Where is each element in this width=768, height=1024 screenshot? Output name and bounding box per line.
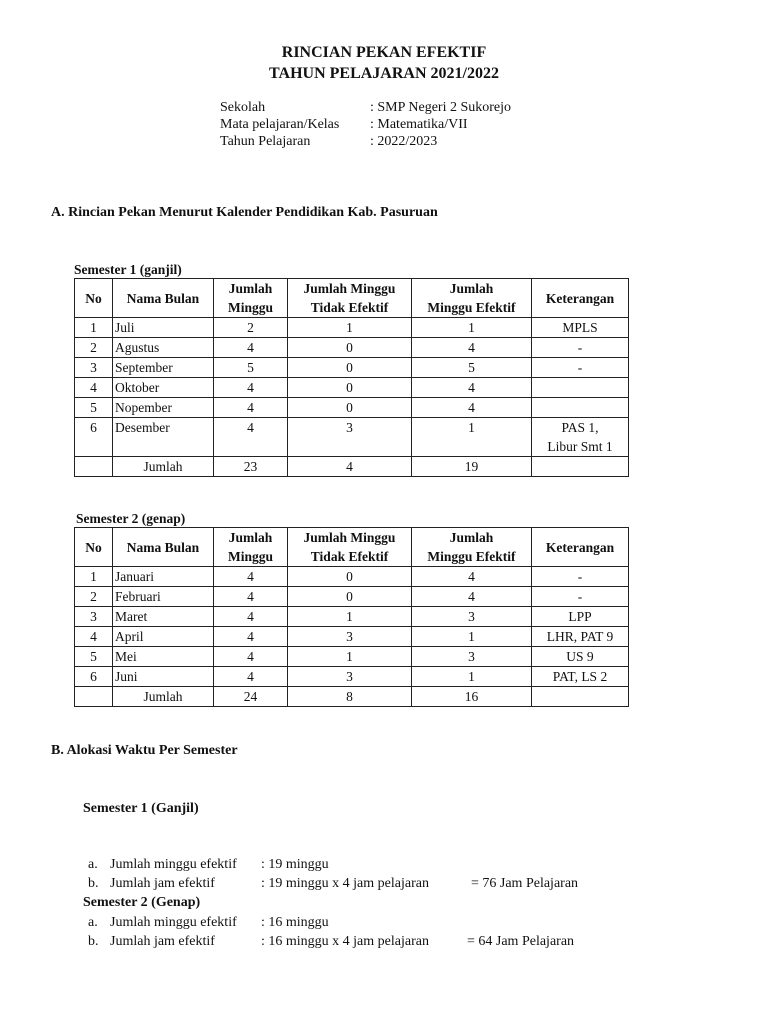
cell-jumlah: 4 [214,338,288,358]
meta-value: : SMP Negeri 2 Sukorejo [370,100,512,115]
cell-no: 1 [75,567,113,587]
cell-jumlah: 4 [214,587,288,607]
cell-efektif: 3 [412,607,532,627]
cell-efektif: 5 [412,358,532,378]
cell-jumlah: 4 [214,378,288,398]
alloc-value: : 16 minggu x 4 jam pelajaran [261,934,429,949]
document-title-line1: RINCIAN PEKAN EFEKTIF [281,44,487,61]
alloc-value: : 16 minggu [261,915,329,930]
cell-efektif: 4 [412,567,532,587]
cell-ket: - [532,587,629,607]
alloc-label: Jumlah minggu efektif [110,857,237,872]
cell-efektif: 1 [412,318,532,338]
cell-total-efektif: 19 [412,457,532,477]
ganjil-item-b [0,876,768,894]
list-marker: a. [88,857,98,872]
meta-label: Tahun Pelajaran [220,134,311,149]
list-marker: b. [88,876,99,891]
col-tidak-efektif [288,279,412,318]
cell-no: 4 [75,378,113,398]
cell-bulan: Februari [113,587,214,607]
table-row [75,567,629,587]
cell-no: 5 [75,398,113,418]
col-efektif [412,279,532,318]
col-label: Tidak Efektif [310,549,389,564]
cell-tidak: 3 [288,418,412,457]
cell-empty [532,457,629,477]
cell-tidak: 0 [288,358,412,378]
cell-total-efektif: 16 [412,687,532,707]
cell-ket [532,398,629,418]
table-row [75,418,629,457]
alloc-result: = 76 Jam Pelajaran [471,876,579,891]
table-header-row [75,279,629,318]
cell-efektif: 4 [412,398,532,418]
table-row [75,318,629,338]
cell-tidak: 1 [288,647,412,667]
document-title-line2: TAHUN PELAJARAN 2021/2022 [269,65,499,82]
col-nama-bulan: Nama Bulan [113,528,214,567]
col-label: Minggu Efektif [427,549,516,564]
cell-ket [532,418,629,457]
cell-total-label: Jumlah [113,687,214,707]
col-label: Jumlah [449,530,494,545]
cell-efektif: 1 [412,627,532,647]
cell-ket: - [532,567,629,587]
cell-jumlah: 4 [214,567,288,587]
cell-jumlah: 4 [214,418,288,457]
cell-bulan: Agustus [113,338,214,358]
cell-no: 4 [75,627,113,647]
cell-total-tidak: 8 [288,687,412,707]
list-marker: a. [88,915,98,930]
col-no: No [75,279,113,318]
col-keterangan: Keterangan [532,279,629,318]
col-label: Minggu [227,549,273,564]
col-label: Tidak Efektif [310,300,389,315]
cell-jumlah: 4 [214,647,288,667]
cell-bulan: Juni [113,667,214,687]
alloc-result: = 64 Jam Pelajaran [467,934,575,949]
table-total-row [75,687,629,707]
cell-ket-line: Libur Smt 1 [547,439,613,454]
section-a-title: A. Rincian Pekan Menurut Kalender Pendidikan Kab. Pasuruan [51,205,438,220]
col-nama-bulan: Nama Bulan [113,279,214,318]
cell-jumlah: 5 [214,358,288,378]
alloc-value: : 19 minggu [261,857,329,872]
table-row [75,338,629,358]
cell-efektif: 1 [412,418,532,457]
list-marker: b. [88,934,99,949]
cell-total-jumlah: 24 [214,687,288,707]
cell-ket: LHR, PAT 9 [532,627,629,647]
semester2-table [74,527,629,707]
table-row [75,587,629,607]
cell-empty [75,457,113,477]
table-row [75,667,629,687]
section-b-title: B. Alokasi Waktu Per Semester [51,743,238,758]
cell-bulan: Maret [113,607,214,627]
cell-empty [532,687,629,707]
alloc-label: Jumlah jam efektif [110,934,215,949]
cell-bulan: Oktober [113,378,214,398]
col-no: No [75,528,113,567]
cell-tidak: 3 [288,667,412,687]
cell-tidak: 0 [288,567,412,587]
col-keterangan: Keterangan [532,528,629,567]
cell-tidak: 1 [288,607,412,627]
cell-efektif: 4 [412,587,532,607]
cell-ket: - [532,358,629,378]
genap-heading: Semester 2 (Genap) [83,895,201,910]
cell-total-label: Jumlah [113,457,214,477]
col-label: Jumlah Minggu [303,281,396,296]
cell-tidak: 0 [288,378,412,398]
table-row [75,647,629,667]
cell-bulan: Januari [113,567,214,587]
cell-no: 3 [75,607,113,627]
cell-bulan: Mei [113,647,214,667]
cell-jumlah: 2 [214,318,288,338]
cell-ket: MPLS [532,318,629,338]
cell-jumlah: 4 [214,667,288,687]
cell-efektif: 3 [412,647,532,667]
cell-tidak: 0 [288,587,412,607]
cell-ket-line: PAS 1, [561,420,599,435]
col-efektif [412,528,532,567]
semester2-caption: Semester 2 (genap) [76,511,186,526]
col-label: Jumlah [228,530,273,545]
table-row [75,627,629,647]
cell-no: 1 [75,318,113,338]
col-label: Minggu [227,300,273,315]
cell-tidak: 1 [288,318,412,338]
ganjil-heading: Semester 1 (Ganjil) [83,801,199,816]
col-label: Jumlah Minggu [303,530,396,545]
meta-label: Mata pelajaran/Kelas [220,117,340,132]
genap-item-b [0,934,768,952]
cell-tidak: 0 [288,398,412,418]
cell-no: 6 [75,667,113,687]
cell-ket: - [532,338,629,358]
cell-bulan: Nopember [113,398,214,418]
table-row [75,607,629,627]
cell-ket: LPP [532,607,629,627]
col-label: Jumlah [228,281,273,296]
col-jumlah-minggu [214,279,288,318]
cell-jumlah: 4 [214,607,288,627]
table-row [75,358,629,378]
alloc-label: Jumlah minggu efektif [110,915,237,930]
cell-bulan: Desember [113,418,214,457]
meta-label: Sekolah [220,100,266,115]
ganjil-item-a [0,857,768,875]
cell-jumlah: 4 [214,398,288,418]
genap-item-a [0,915,768,933]
cell-bulan: Juli [113,318,214,338]
table-total-row [75,457,629,477]
cell-empty [75,687,113,707]
cell-no: 5 [75,647,113,667]
cell-efektif: 4 [412,338,532,358]
semester1-table [74,278,629,477]
cell-no: 2 [75,338,113,358]
cell-bulan: September [113,358,214,378]
cell-efektif: 4 [412,378,532,398]
cell-total-tidak: 4 [288,457,412,477]
col-jumlah-minggu [214,528,288,567]
col-label: Minggu Efektif [427,300,516,315]
cell-ket: PAT, LS 2 [532,667,629,687]
table-row [75,398,629,418]
meta-value: : Matematika/VII [370,117,468,132]
cell-jumlah: 4 [214,627,288,647]
cell-ket [532,378,629,398]
meta-value: : 2022/2023 [370,134,438,149]
table-header-row [75,528,629,567]
cell-bulan: April [113,627,214,647]
alloc-label: Jumlah jam efektif [110,876,215,891]
cell-total-jumlah: 23 [214,457,288,477]
cell-no: 2 [75,587,113,607]
cell-tidak: 0 [288,338,412,358]
alloc-value: : 19 minggu x 4 jam pelajaran [261,876,429,891]
col-label: Jumlah [449,281,494,296]
cell-tidak: 3 [288,627,412,647]
table-row [75,378,629,398]
cell-ket: US 9 [532,647,629,667]
cell-efektif: 1 [412,667,532,687]
cell-no: 6 [75,418,113,457]
col-tidak-efektif [288,528,412,567]
semester1-caption: Semester 1 (ganjil) [74,262,182,277]
cell-no: 3 [75,358,113,378]
